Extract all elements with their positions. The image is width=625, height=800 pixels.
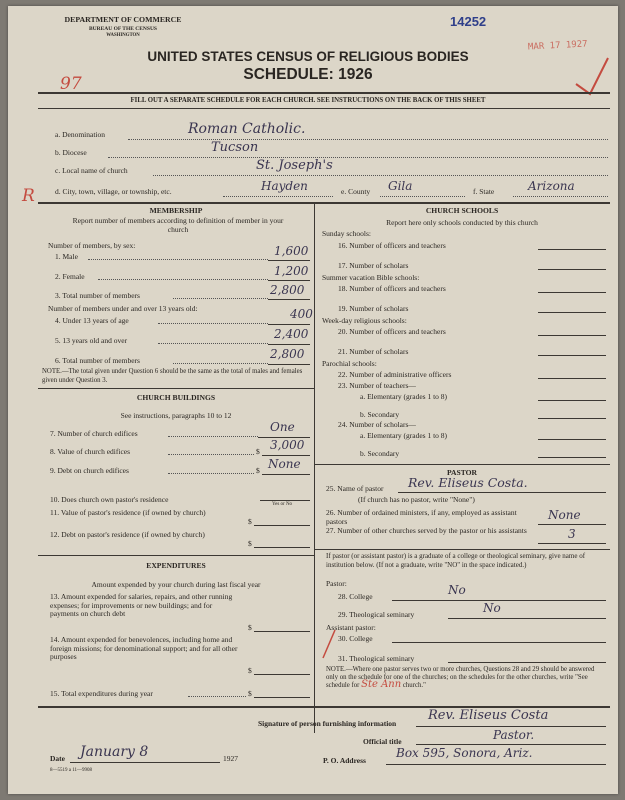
diocese-label: b. Diocese xyxy=(55,148,87,157)
assistant-subheading: Assistant pastor: xyxy=(326,623,376,632)
pastor-note-handwritten[interactable]: Ste Ann xyxy=(361,679,402,691)
census-schedule-sheet xyxy=(8,6,618,794)
signature-label: Signature of person furnishing information xyxy=(258,719,397,728)
form-number: 14252 xyxy=(450,14,487,29)
city-value[interactable]: Hayden xyxy=(261,179,308,193)
bureau-name: BUREAU OF THE CENSUS xyxy=(88,26,157,32)
q1-label: 1. Male xyxy=(55,252,78,261)
q11-label: 11. Value of pastor's residence (if owned by church) xyxy=(50,508,206,517)
q31-label: 31. Theological seminary xyxy=(338,654,415,663)
q1-value[interactable]: 1,600 xyxy=(274,244,309,258)
official-title-label: Official title xyxy=(363,737,402,746)
state-value[interactable]: Arizona xyxy=(528,179,575,193)
q23-label: 23. Number of teachers— xyxy=(338,381,416,390)
q21-label: 21. Number of scholars xyxy=(338,347,409,356)
q8-dollar-sign: $ xyxy=(256,447,260,456)
q29-value[interactable]: No xyxy=(483,601,501,615)
signature-value[interactable]: Rev. Eliseus Costa xyxy=(428,708,549,723)
q7-label: 7. Number of church edifices xyxy=(50,429,138,438)
official-title-value[interactable]: Pastor. xyxy=(493,728,535,742)
membership-intro: Report number of members according to definition of member in your church xyxy=(72,216,284,234)
q24-label: 24. Number of scholars— xyxy=(338,420,416,429)
pencil-tick-icon xyxy=(313,626,343,666)
schools-heading: CHURCH SCHOOLS xyxy=(425,206,499,215)
denomination-label: a. Denomination xyxy=(55,130,105,139)
buildings-subheading: See instructions, paragraphs 10 to 12 xyxy=(120,411,232,420)
q4-value[interactable]: 400 xyxy=(290,307,313,321)
year-value: 1927 xyxy=(223,754,238,763)
pastor-subheading: Pastor: xyxy=(326,579,347,588)
q26-value[interactable]: None xyxy=(548,508,581,522)
q11-dollar-sign: $ xyxy=(248,517,252,526)
q2-label: 2. Female xyxy=(55,272,85,281)
vacation-heading: Summer vacation Bible schools: xyxy=(322,273,420,282)
q18-label: 18. Number of officers and teachers xyxy=(338,284,446,293)
q8-label: 8. Value of church edifices xyxy=(50,447,131,456)
local-name-value[interactable]: St. Joseph's xyxy=(256,158,333,173)
q27-value[interactable]: 3 xyxy=(568,527,576,541)
city-label: d. City, town, village, or township, etc. xyxy=(55,187,172,196)
weekday-heading: Week-day religious schools: xyxy=(322,316,407,325)
q23a-label: a. Elementary (grades 1 to 8) xyxy=(360,392,448,401)
q4-label: 4. Under 13 years of age xyxy=(55,316,129,325)
q12-dollar-sign: $ xyxy=(248,539,252,548)
q13-dollar-sign: $ xyxy=(248,623,252,632)
expenditures-subheading: Amount expended by your church during last fiscal year xyxy=(91,580,261,589)
department-name: DEPARTMENT OF COMMERCE xyxy=(64,15,182,24)
buildings-heading: CHURCH BUILDINGS xyxy=(136,393,216,402)
q7-value[interactable]: One xyxy=(270,420,295,434)
local-name-label: c. Local name of church xyxy=(55,166,128,175)
q16-label: 16. Number of officers and teachers xyxy=(338,241,446,250)
q30-label: 30. College xyxy=(338,634,373,643)
q15-label: 15. Total expenditures during year xyxy=(50,689,153,698)
q9-dollar-sign: $ xyxy=(256,466,260,475)
q17-label: 17. Number of scholars xyxy=(338,261,409,270)
q23b-label: b. Secondary xyxy=(360,410,400,419)
q9-label: 9. Debt on church edifices xyxy=(50,466,129,475)
q28-value[interactable]: No xyxy=(448,583,466,597)
diocese-value[interactable]: Tucson xyxy=(211,140,259,155)
q28-label: 28. College xyxy=(338,592,373,601)
schools-subheading: Report here only schools conducted by this church xyxy=(386,218,538,227)
q24b-label: b. Secondary xyxy=(360,449,400,458)
q20-label: 20. Number of officers and teachers xyxy=(338,327,446,336)
form-subtitle: SCHEDULE: 1926 xyxy=(243,66,373,83)
age-heading: Number of members under and over 13 years old: xyxy=(48,304,198,313)
pastor-note-text: NOTE.—Where one pastor serves two or more churches, Questions 28 and 29 should be answered only on the schedule for one of the churches; on the schedules for the other churches, write "See schedule for xyxy=(326,666,595,690)
margin-note: 97 xyxy=(60,74,82,94)
q14-label: 14. Amount expended for benevolences, including home and foreign missions; for denominational support; and for all other purposes xyxy=(50,635,238,661)
q5-value[interactable]: 2,400 xyxy=(274,327,309,341)
denomination-value[interactable]: Roman Catholic. xyxy=(188,121,306,137)
q3-label: 3. Total number of members xyxy=(55,291,140,300)
q19-label: 19. Number of scholars xyxy=(338,304,409,313)
instruction-banner: FILL OUT A SEPARATE SCHEDULE FOR EACH CHURCH. SEE INSTRUCTIONS ON THE BACK OF THIS SHEET xyxy=(130,97,486,104)
q10-answer-hint: Yes or No xyxy=(272,502,293,507)
county-label: e. County xyxy=(341,187,371,196)
pastor-note-end: church." xyxy=(402,682,426,690)
q10-label: 10. Does church own pastor's residence xyxy=(50,495,169,504)
membership-note: NOTE.—The total given under Question 6 should be the same as the total of males and females given under Question 3. xyxy=(42,368,303,384)
date-value[interactable]: January 8 xyxy=(80,744,149,760)
sunday-heading: Sunday schools: xyxy=(322,229,371,238)
date-label: Date xyxy=(50,754,65,763)
q3-value[interactable]: 2,800 xyxy=(270,283,305,297)
expenditures-heading: EXPENDITURES xyxy=(146,561,206,570)
q24a-label: a. Elementary (grades 1 to 8) xyxy=(360,431,448,440)
q25-label: 25. Name of pastor xyxy=(326,484,384,493)
received-date-stamp: MAR 17 1927 xyxy=(527,39,588,53)
q12-label: 12. Debt on pastor's residence (if owned by church) xyxy=(50,530,205,539)
graduate-instructions: If pastor (or assistant pastor) is a graduate of a college or theological seminary, give name of institution below. (If not a graduate, write "NO" in the space indicated.) xyxy=(326,552,586,569)
city-name: WASHINGTON xyxy=(106,33,140,38)
q13-label: 13. Amount expended for salaries, repairs, and other running expenses; for improvements or new buildings; and for payments on church debt xyxy=(50,592,233,618)
county-value[interactable]: Gila xyxy=(388,179,413,193)
pastor-note xyxy=(326,666,608,690)
q8-value[interactable]: 3,000 xyxy=(270,438,305,452)
state-label: f. State xyxy=(473,187,495,196)
q25-value[interactable]: Rev. Eliseus Costa. xyxy=(408,475,528,490)
print-code: 8—5519 a 11—9908 xyxy=(50,768,93,773)
q14-dollar-sign: $ xyxy=(248,666,252,675)
parochial-heading: Parochial schools: xyxy=(322,359,377,368)
q6-label: 6. Total number of members xyxy=(55,356,140,365)
q25-note: (If church has no pastor, write "None") xyxy=(358,495,475,504)
q29-label: 29. Theological seminary xyxy=(338,610,415,619)
q5-label: 5. 13 years old and over xyxy=(55,336,128,345)
q26-label: 26. Number of ordained ministers, if any, employed as assistant pastors xyxy=(326,508,517,526)
by-sex-heading: Number of members, by sex: xyxy=(48,241,136,250)
form-title: UNITED STATES CENSUS OF RELIGIOUS BODIES xyxy=(147,49,469,64)
q2-value[interactable]: 1,200 xyxy=(274,264,309,278)
q27-label: 27. Number of other churches served by the pastor or his assistants xyxy=(326,526,527,535)
membership-heading: MEMBERSHIP xyxy=(149,206,203,215)
address-value[interactable]: Box 595, Sonora, Ariz. xyxy=(396,746,533,760)
q22-label: 22. Number of administrative officers xyxy=(338,370,452,379)
margin-mark: R xyxy=(22,186,35,206)
address-label: P. O. Address xyxy=(323,756,366,765)
q15-dollar-sign: $ xyxy=(248,689,252,698)
pastor-heading: PASTOR xyxy=(446,468,478,477)
q9-value[interactable]: None xyxy=(268,457,301,471)
q6-value[interactable]: 2,800 xyxy=(270,347,305,361)
